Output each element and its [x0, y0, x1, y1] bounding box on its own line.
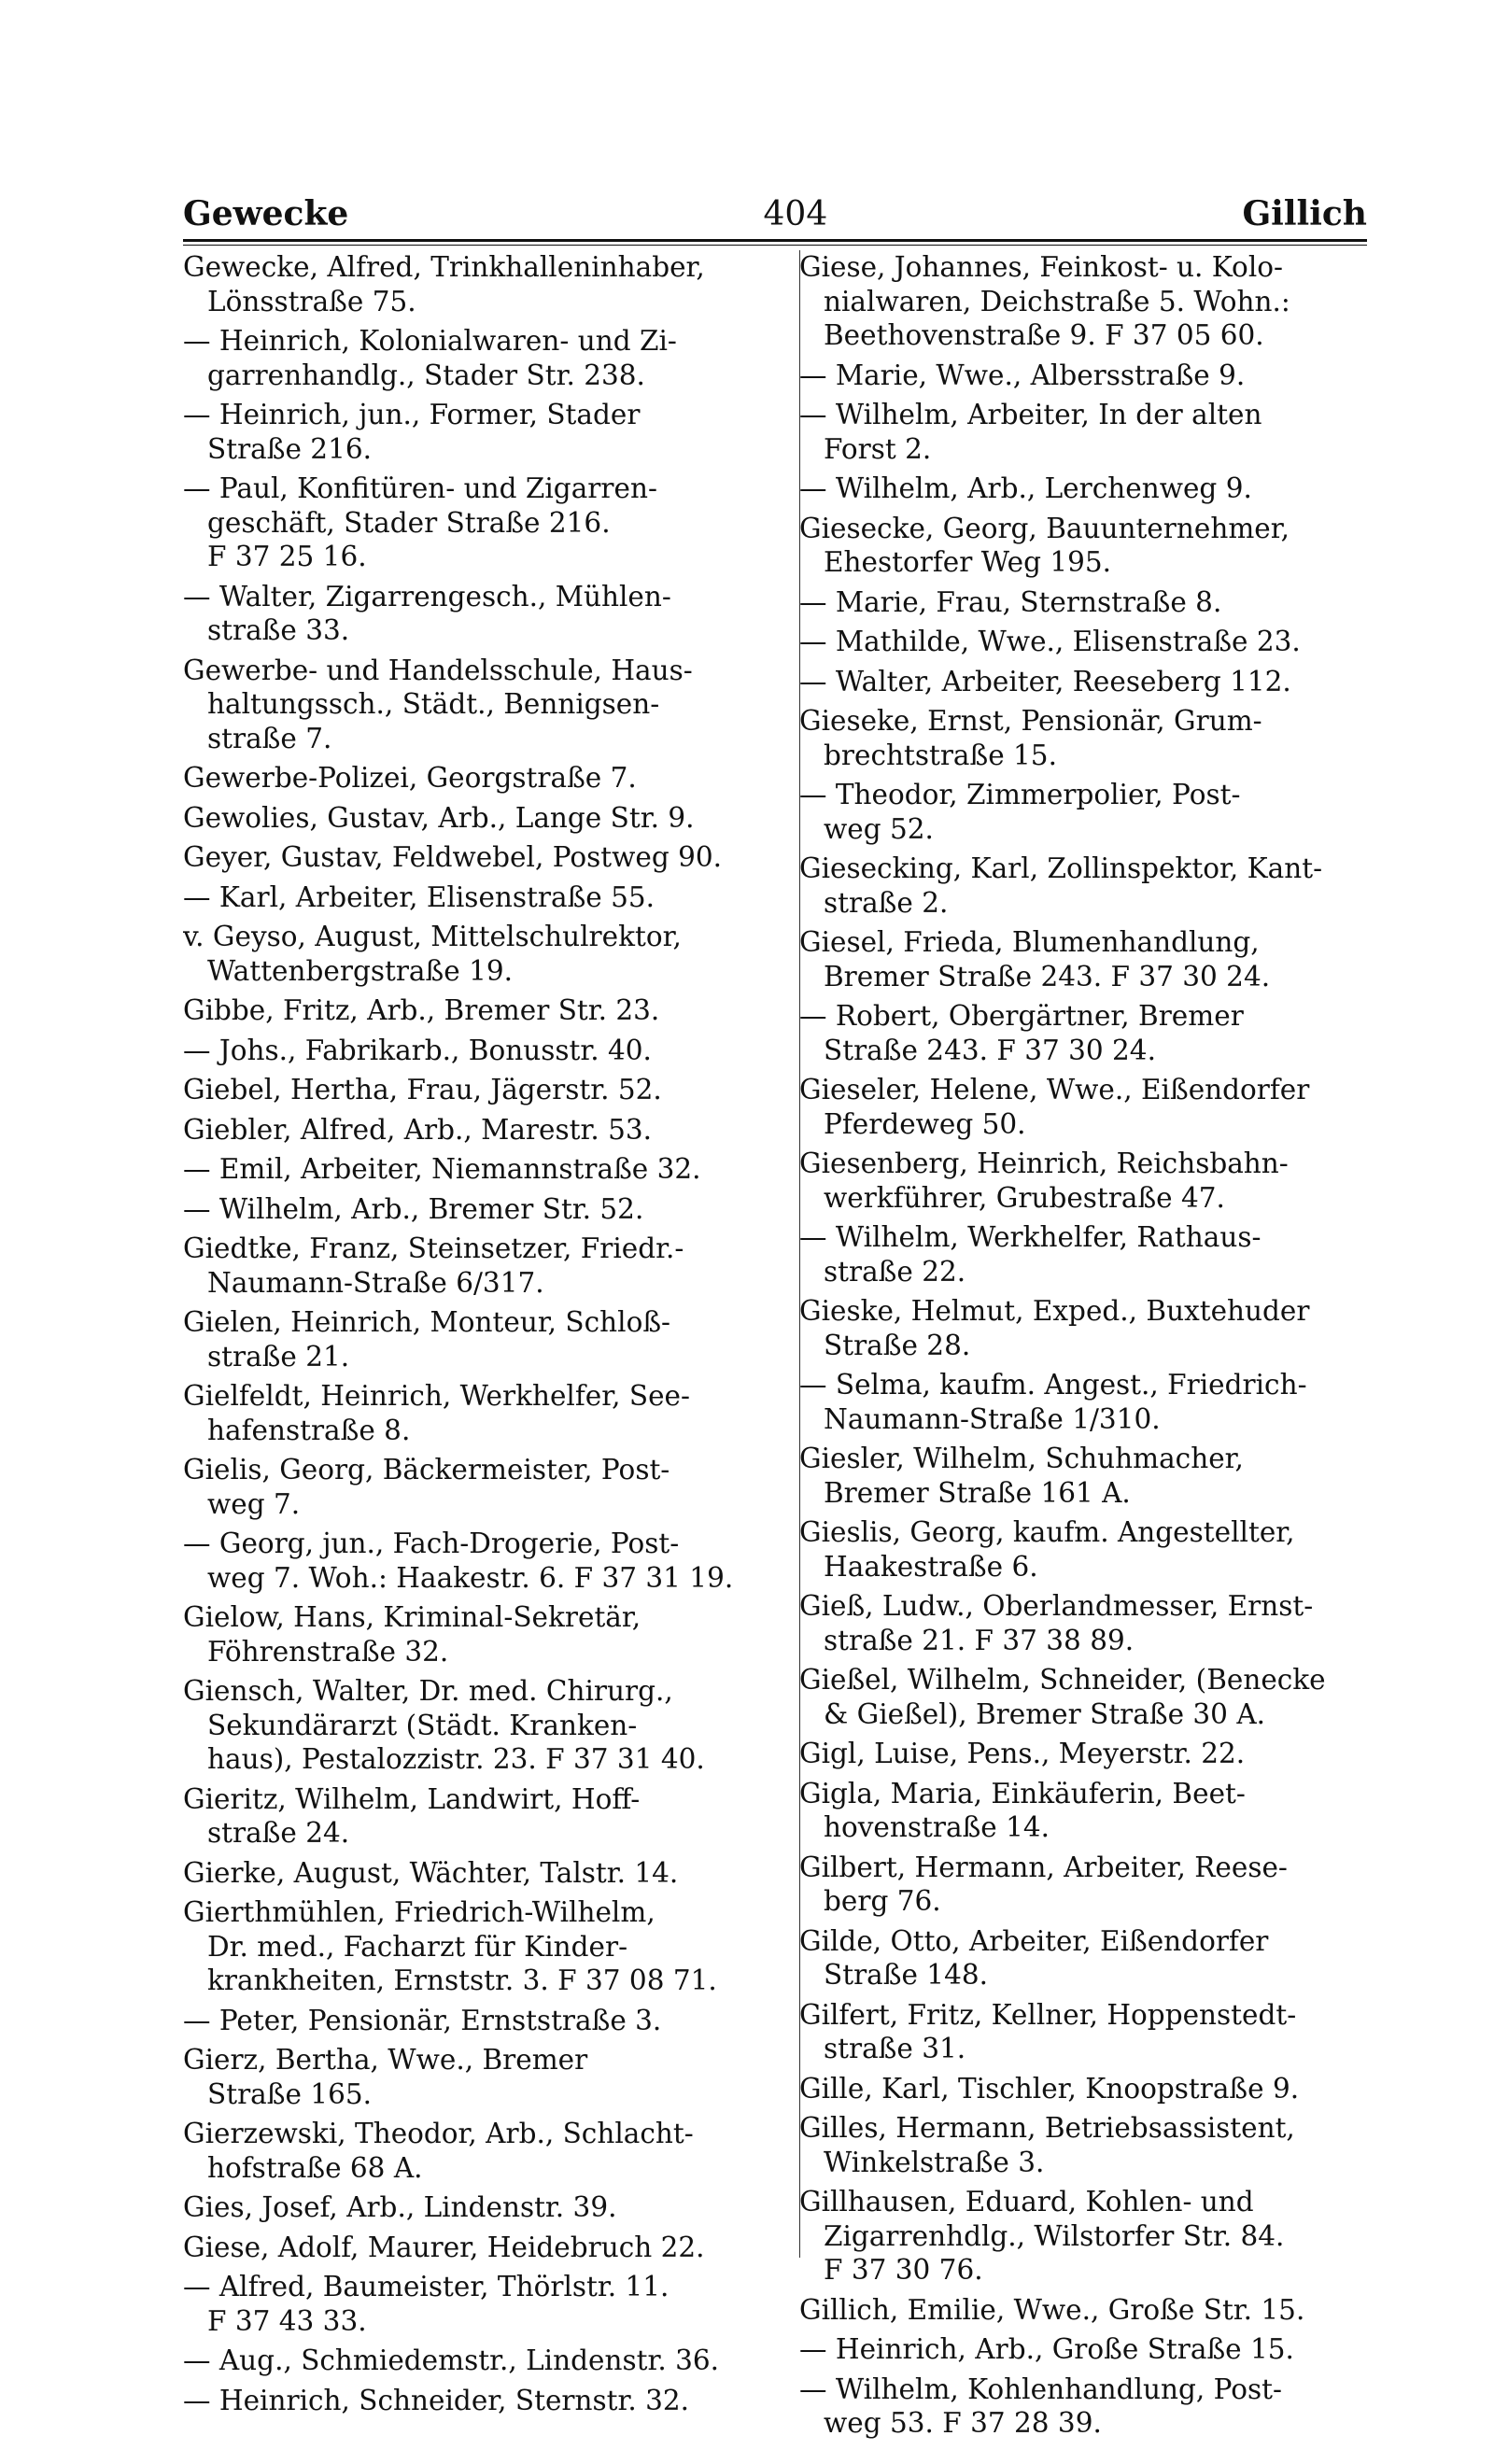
directory-entry [183, 2344, 799, 2378]
left-column [183, 250, 799, 2417]
entry-line: F 37 30 76. [824, 2254, 983, 2286]
entry-line: Gierthmühlen, Friedrich-Wilhelm, [183, 1896, 655, 1928]
directory-entry [799, 2111, 1371, 2179]
entry-line: garrenhandlg., Stader Str. 238. [207, 359, 645, 391]
entry-line: — Selma, kaufm. Angest., Friedrich- [799, 1369, 1307, 1401]
directory-entry [799, 1073, 1371, 1141]
entry-line: — Karl, Arbeiter, Elisenstraße 55. [183, 880, 655, 913]
entry-line: Giese, Adolf, Maurer, Heidebruch 22. [183, 2231, 705, 2263]
directory-entry [183, 1232, 799, 1300]
entry-line: Wattenbergstraße 19. [207, 954, 513, 987]
entry-line: weg 52. [824, 812, 934, 845]
entry-line: Giensch, Walter, Dr. med. Chirurg., [183, 1675, 673, 1707]
entry-line: Gieseler, Helene, Wwe., Eißendorfer [799, 1074, 1310, 1105]
directory-entry [183, 1895, 799, 1998]
directory-entry [183, 324, 799, 392]
directory-entry [183, 993, 799, 1028]
directory-entry [799, 925, 1371, 993]
entry-line: Gierke, August, Wächter, Talstr. 14. [183, 1856, 679, 1889]
entry-line: hofstraße 68 A. [207, 2151, 423, 2184]
directory-entry [799, 1442, 1371, 1510]
entry-line: v. Geyso, August, Mittelschulrektor, [183, 921, 682, 952]
directory-entry [183, 920, 799, 988]
directory-entry [183, 2384, 799, 2418]
entry-line: F 37 43 33. [207, 2304, 367, 2337]
directory-entry [183, 1453, 799, 1521]
entry-line: straße 33. [207, 614, 350, 646]
entry-line: Naumann-Straße 1/310. [824, 1402, 1161, 1435]
entry-line: — Theodor, Zimmerpolier, Post- [799, 779, 1241, 810]
entry-line: Straße 165. [207, 2077, 372, 2110]
entry-line: — Walter, Zigarrengesch., Mühlen- [183, 580, 671, 612]
entry-line: — Wilhelm, Werkhelfer, Rathaus- [799, 1221, 1261, 1253]
entry-line: Lönsstraße 75. [207, 285, 416, 317]
entry-line: Bremer Straße 161 A. [824, 1476, 1131, 1509]
directory-entry [799, 852, 1371, 920]
entry-line: — Alfred, Baumeister, Thörlstr. 11. [183, 2271, 669, 2302]
entry-line: — Heinrich, Schneider, Sternstr. 32. [183, 2384, 690, 2416]
entry-line: Naumann-Straße 6/317. [207, 1266, 544, 1299]
entry-line: Geyer, Gustav, Feldwebel, Postweg 90. [183, 841, 722, 873]
entry-line: Gielen, Heinrich, Monteur, Schloß- [183, 1306, 671, 1338]
directory-entry [799, 2185, 1371, 2288]
directory-entry [183, 472, 799, 574]
entry-line: Gilfert, Fritz, Kellner, Hoppenstedt- [799, 1998, 1297, 2031]
entry-line: Beethovenstraße 9. F 37 05 60. [824, 319, 1264, 351]
entry-line: Gierzewski, Theodor, Arb., Schlacht- [183, 2118, 694, 2149]
directory-entry [183, 1113, 799, 1148]
entry-line: Gewecke, Alfred, Trinkhalleninhaber, [183, 251, 705, 283]
entry-line: Giesler, Wilhelm, Schuhmacher, [799, 1443, 1244, 1474]
entry-line: — Emil, Arbeiter, Niemannstraße 32. [183, 1153, 701, 1185]
entry-line: — Heinrich, Kolonialwaren- und Zi- [183, 325, 677, 357]
entry-line: straße 24. [207, 1817, 350, 1849]
entry-line: Gigla, Maria, Einkäuferin, Beet- [799, 1777, 1246, 1809]
directory-entry [183, 1674, 799, 1777]
entry-line: brechtstraße 15. [824, 739, 1057, 771]
entry-line: Winkelstraße 3. [824, 2146, 1045, 2178]
directory-entry [799, 1924, 1371, 1992]
entry-line: straße 31. [824, 2033, 966, 2064]
entry-line: straße 22. [824, 1255, 966, 1288]
entry-line: — Wilhelm, Arb., Lerchenweg 9. [799, 472, 1252, 504]
directory-entry [183, 1152, 799, 1187]
directory-entry [799, 1368, 1371, 1436]
directory-entry [183, 2231, 799, 2265]
entry-line: krankheiten, Ernststr. 3. F 37 08 71. [207, 1964, 717, 1996]
right-column [799, 250, 1371, 2441]
entry-line: Giesecking, Karl, Zollinspektor, Kant- [799, 852, 1323, 884]
entry-line: straße 21. F 37 38 89. [824, 1624, 1135, 1656]
directory-entry [799, 359, 1371, 393]
directory-entry [183, 1600, 799, 1668]
entry-line: Gillich, Emilie, Wwe., Große Str. 15. [799, 2293, 1305, 2326]
entry-line: nialwaren, Deichstraße 5. Wohn.: [824, 285, 1290, 317]
directory-entry [799, 778, 1371, 846]
entry-line: Gille, Karl, Tischler, Knoopstraße 9. [799, 2072, 1300, 2105]
directory-entry [799, 1589, 1371, 1657]
directory-entry [183, 801, 799, 836]
directory-entry [799, 512, 1371, 580]
directory-entry [799, 1777, 1371, 1845]
directory-entry [183, 1782, 799, 1851]
directory-entry [183, 1305, 799, 1373]
entry-line: — Mathilde, Wwe., Elisenstraße 23. [799, 626, 1301, 657]
directory-entry [799, 1851, 1371, 1919]
header-rule [183, 239, 1367, 246]
header-left-keyword: Gewecke [183, 194, 349, 233]
entry-line: Gießel, Wilhelm, Schneider, (Benecke [799, 1664, 1326, 1696]
directory-entry [183, 250, 799, 318]
entry-line: Forst 2. [824, 432, 932, 465]
entry-line: Gielfeldt, Heinrich, Werkhelfer, See- [183, 1380, 690, 1412]
directory-entry [799, 1998, 1371, 2066]
entry-line: Straße 243. F 37 30 24. [824, 1034, 1156, 1066]
directory-entry [183, 1034, 799, 1068]
entry-line: Giesel, Frieda, Blumenhandlung, [799, 926, 1260, 958]
directory-entry [799, 1515, 1371, 1584]
entry-line: Bremer Straße 243. F 37 30 24. [824, 960, 1271, 993]
entry-line: — Peter, Pensionär, Ernststraße 3. [183, 2004, 662, 2036]
directory-entry [799, 1147, 1371, 1215]
directory-entry [183, 2270, 799, 2338]
directory-entry [799, 1663, 1371, 1731]
directory-entry [799, 1737, 1371, 1771]
directory-entry [799, 398, 1371, 466]
entry-line: — Aug., Schmiedemstr., Lindenstr. 36. [183, 2344, 719, 2376]
directory-entry [799, 585, 1371, 620]
directory-entry [799, 999, 1371, 1067]
directory-entry [183, 2117, 799, 2185]
entry-line: — Wilhelm, Arb., Bremer Str. 52. [183, 1192, 644, 1225]
entry-line: Gibbe, Fritz, Arb., Bremer Str. 23. [183, 994, 660, 1026]
entry-line: Giese, Johannes, Feinkost- u. Kolo- [799, 251, 1283, 283]
entry-line: Ehestorfer Weg 195. [824, 546, 1112, 578]
entry-line: straße 2. [824, 886, 949, 919]
header-right-keyword: Gillich [1242, 194, 1367, 233]
directory-entry [183, 880, 799, 915]
entry-line: Straße 148. [824, 1959, 988, 1991]
entry-line: Gieß, Ludw., Oberlandmesser, Ernst- [799, 1590, 1314, 1622]
entry-line: Gierz, Bertha, Wwe., Bremer [183, 2044, 588, 2076]
entry-line: — Marie, Frau, Sternstraße 8. [799, 585, 1222, 618]
entry-line: Gies, Josef, Arb., Lindenstr. 39. [183, 2191, 617, 2223]
entry-line: Gilles, Hermann, Betriebsassistent, [799, 2112, 1295, 2144]
entry-line: — Marie, Wwe., Albersstraße 9. [799, 359, 1246, 391]
directory-entry [799, 704, 1371, 772]
directory-entry [183, 398, 799, 466]
entry-line: Giedtke, Franz, Steinsetzer, Friedr.- [183, 1232, 684, 1264]
entry-line: Gillhausen, Eduard, Kohlen- und [799, 2186, 1254, 2218]
directory-entry [183, 1192, 799, 1227]
entry-line: Pferdeweg 50. [824, 1107, 1026, 1140]
entry-line: hafenstraße 8. [207, 1414, 411, 1446]
entry-line: — Wilhelm, Kohlenhandlung, Post- [799, 2372, 1282, 2405]
entry-line: Gewolies, Gustav, Arb., Lange Str. 9. [183, 801, 695, 834]
entry-line: hovenstraße 14. [824, 1811, 1050, 1843]
directory-entry [183, 761, 799, 796]
entry-line: Giesecke, Georg, Bauunternehmer, [799, 512, 1290, 544]
entry-line: Gielow, Hans, Kriminal-Sekretär, [183, 1601, 641, 1633]
entry-line: Straße 28. [824, 1329, 971, 1361]
entry-line: Sekundärarzt (Städt. Kranken- [207, 1709, 638, 1741]
entry-line: straße 21. [207, 1340, 350, 1373]
running-header [183, 177, 1367, 233]
directory-entry [183, 2004, 799, 2038]
entry-line: — Heinrich, jun., Former, Stader [183, 399, 641, 430]
entry-line: Gieske, Helmut, Exped., Buxtehuder [799, 1295, 1310, 1327]
entry-line: — Heinrich, Arb., Große Straße 15. [799, 2333, 1294, 2365]
entry-line: geschäft, Stader Straße 216. [207, 506, 611, 539]
directory-entry [799, 2372, 1371, 2441]
page-number: 404 [763, 195, 828, 233]
entry-line: Haakestraße 6. [824, 1550, 1038, 1583]
entry-line: & Gießel), Bremer Straße 30 A. [824, 1697, 1265, 1730]
entry-line: Giebler, Alfred, Arb., Marestr. 53. [183, 1113, 653, 1146]
directory-entry [183, 1856, 799, 1891]
entry-line: Gieritz, Wilhelm, Landwirt, Hoff- [183, 1782, 641, 1815]
entry-line: Straße 216. [207, 432, 372, 465]
entry-line: haus), Pestalozzistr. 23. F 37 31 40. [207, 1743, 705, 1775]
directory-entry [183, 840, 799, 875]
directory-entry [183, 2043, 799, 2111]
entry-line: Gieseke, Ernst, Pensionär, Grum- [799, 705, 1262, 737]
entry-line: Gigl, Luise, Pens., Meyerstr. 22. [799, 1738, 1246, 1769]
directory-entry [799, 2072, 1371, 2106]
directory-entry [799, 2332, 1371, 2367]
directory-entry [799, 1294, 1371, 1362]
entry-line: F 37 25 16. [207, 541, 367, 572]
directory-entry [799, 472, 1371, 506]
entry-line: haltungssch., Städt., Bennigsen- [207, 688, 660, 720]
entry-line: — Walter, Arbeiter, Reeseberg 112. [799, 665, 1291, 697]
entry-line: werkführer, Grubestraße 47. [824, 1181, 1225, 1214]
entry-line: — Robert, Obergärtner, Bremer [799, 1000, 1244, 1032]
entry-line: Gilbert, Hermann, Arbeiter, Reese- [799, 1851, 1288, 1883]
entry-line: Gewerbe-Polizei, Georgstraße 7. [183, 762, 637, 794]
entry-line: Dr. med., Facharzt für Kinder- [207, 1930, 628, 1963]
directory-entry [799, 665, 1371, 699]
entry-line: Giebel, Hertha, Frau, Jägerstr. 52. [183, 1074, 662, 1105]
directory-entry [799, 2293, 1371, 2328]
directory-entry [799, 250, 1371, 353]
entry-line: Gieslis, Georg, kaufm. Angestellter, [799, 1516, 1295, 1548]
entry-line: Zigarrenhdlg., Wilstorfer Str. 84. [824, 2219, 1285, 2252]
directory-entry [799, 625, 1371, 659]
entry-line: straße 7. [207, 722, 332, 754]
entry-line: — Johs., Fabrikarb., Bonusstr. 40. [183, 1034, 652, 1066]
directory-entry [183, 1379, 799, 1447]
directory-entry [183, 580, 799, 648]
directory-entry [183, 654, 799, 756]
entry-line: weg 53. F 37 28 39. [824, 2407, 1102, 2439]
directory-entry [183, 1073, 799, 1107]
entry-line: — Georg, jun., Fach-Drogerie, Post- [183, 1528, 680, 1559]
entry-line: berg 76. [824, 1885, 941, 1917]
directory-entry [183, 1527, 799, 1595]
entry-line: Gielis, Georg, Bäckermeister, Post- [183, 1454, 670, 1485]
entry-line: Gilde, Otto, Arbeiter, Eißendorfer [799, 1924, 1269, 1957]
entry-line: weg 7. Woh.: Haakestr. 6. F 37 31 19. [207, 1561, 734, 1594]
entry-line: Gewerbe- und Handelsschule, Haus- [183, 654, 693, 686]
entry-line: — Wilhelm, Arbeiter, In der alten [799, 399, 1262, 430]
directory-entry [799, 1220, 1371, 1288]
directory-entry [183, 2190, 799, 2225]
entry-line: — Paul, Konfitüren- und Zigarren- [183, 472, 657, 504]
entry-line: Föhrenstraße 32. [207, 1635, 449, 1668]
entry-line: weg 7. [207, 1487, 301, 1520]
entry-line: Giesenberg, Heinrich, Reichsbahn- [799, 1148, 1289, 1179]
